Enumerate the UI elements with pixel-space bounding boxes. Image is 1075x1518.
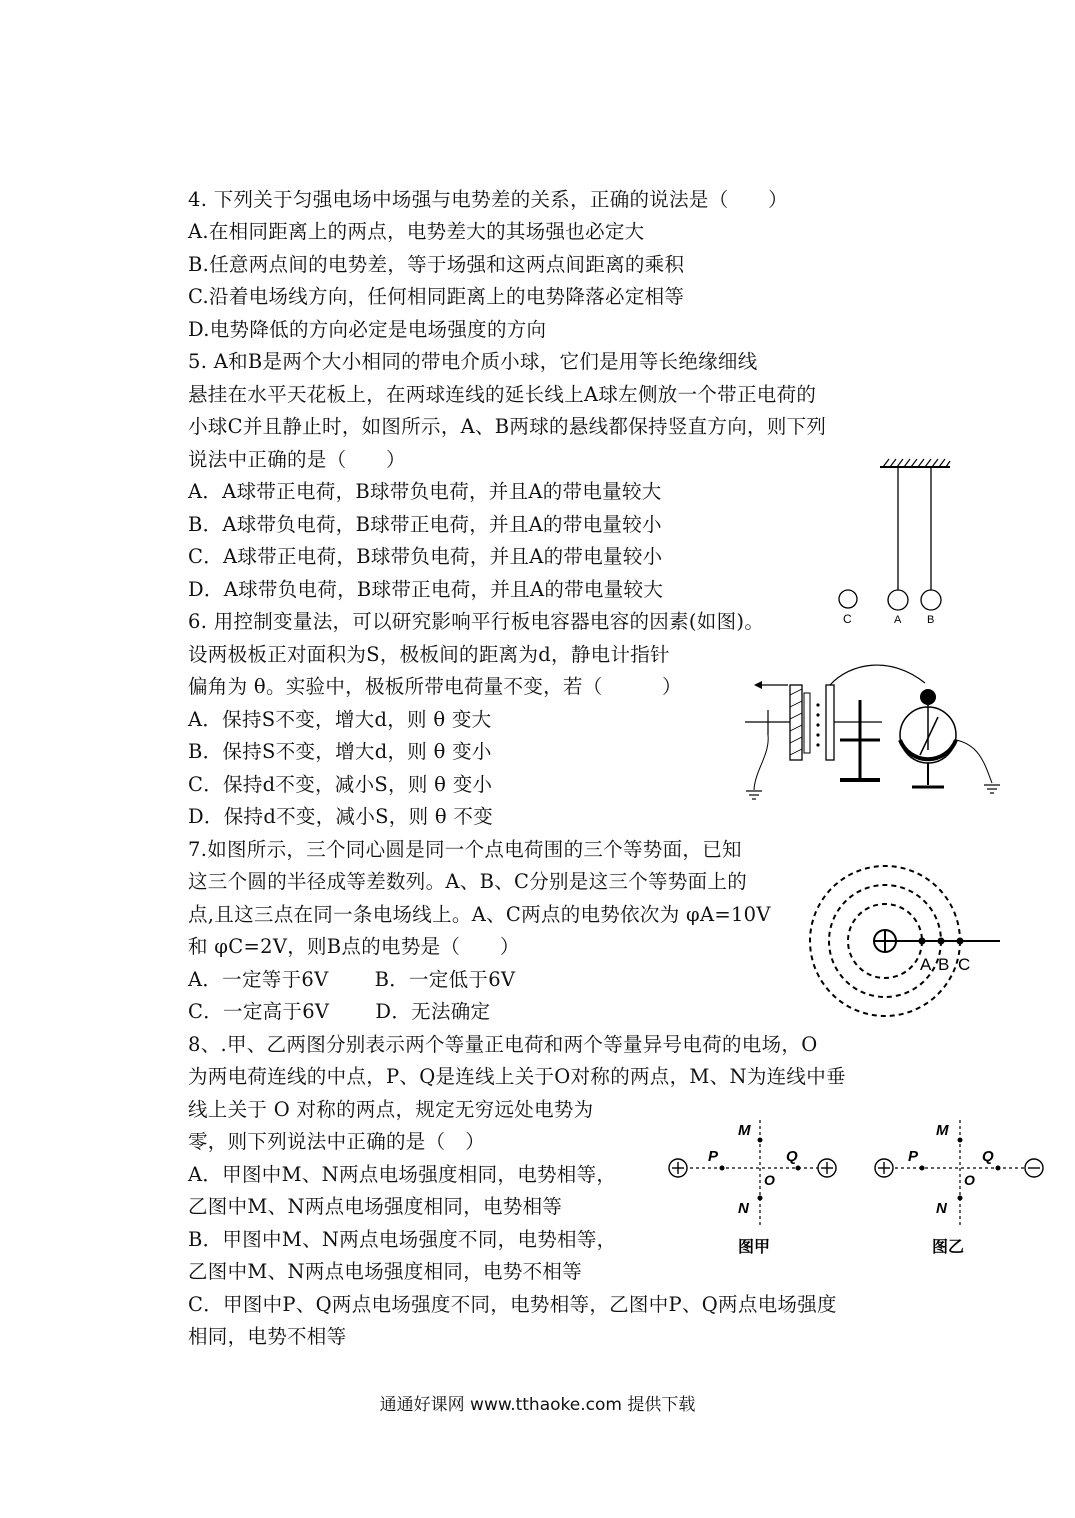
q8-option-c-line1: C．甲图中P、Q两点电场强度不同，电势相等，乙图中P、Q两点电场强度 — [188, 1293, 837, 1316]
svg-text:B: B — [938, 955, 950, 974]
ball-a — [888, 590, 908, 610]
q5-stem-line2: 悬挂在水平天花板上，在两球连线的延长线上A球左侧放一个带正电荷的 — [188, 383, 817, 406]
q5-option-c: C．A球带正电荷，B球带负电荷，并且A的带电量较小 — [188, 545, 663, 568]
svg-text:Q: Q — [982, 1148, 994, 1165]
svg-text:M: M — [936, 1122, 949, 1139]
svg-text:O: O — [764, 1172, 775, 1188]
q5-stem-line1: 5. A和B是两个大小相同的带电介质小球，它们是用等长绝缘细线 — [188, 350, 758, 373]
q6-option-c: C．保持d不变，减小S，则 θ 变小 — [188, 773, 493, 796]
q6-stem-line2: 设两极板正对面积为S，极板间的距离为d，静电计指针 — [188, 643, 670, 666]
svg-text:P: P — [908, 1148, 919, 1165]
svg-text:P: P — [708, 1148, 719, 1165]
svg-text:B: B — [927, 614, 935, 626]
q8-option-b-line2: 乙图中M、N两点电场强度相同，电势不相等 — [188, 1260, 583, 1283]
ball-c — [839, 590, 857, 608]
svg-text:N: N — [936, 1200, 947, 1217]
q7-stem-line4: 和 φC=2V，则B点的电势是（ ） — [188, 935, 520, 958]
q8-charge-pairs-figure — [660, 1110, 1060, 1260]
q6-stem-line1: 6. 用控制变量法，可以研究影响平行板电容器电容的因素(如图)。 — [188, 610, 765, 633]
q8-stem-line2: 为两电荷连线的中点，P、Q是连线上关于O对称的两点，M、N为连线中垂 — [188, 1065, 846, 1088]
svg-text:A: A — [894, 614, 902, 626]
q5-stem-line3: 小球C并且静止时，如图所示，A、B两球的悬线都保持竖直方向，则下列 — [188, 415, 827, 438]
ball-b — [921, 590, 941, 610]
q8-stem-line1: 8、.甲、乙两图分别表示两个等量正电荷和两个等量异号电荷的电场，O — [188, 1033, 818, 1056]
q4-option-c: C.沿着电场线方向，任何相同距离上的电势降落必定相等 — [188, 285, 685, 308]
q7-options-ab: A．一定等于6V B．一定低于6V — [188, 968, 516, 991]
q5-option-d: D．A球带负电荷，B球带正电荷，并且A的带电量较大 — [188, 578, 664, 601]
q6-capacitor-electrometer-figure — [740, 655, 1010, 810]
q7-stem-line1: 7.如图所示，三个同心圆是同一个点电荷围的三个等势面，已知 — [188, 838, 742, 861]
q8-option-c-line2: 相同，电势不相等 — [188, 1325, 347, 1348]
svg-text:O: O — [964, 1172, 975, 1188]
q6-option-a: A．保持S不变，增大d，则 θ 变大 — [188, 708, 492, 731]
svg-text:C: C — [843, 612, 852, 626]
q8-option-a-line1: A．甲图中M、N两点电场强度相同，电势相等， — [188, 1163, 617, 1186]
svg-text:Q: Q — [786, 1148, 798, 1165]
q4-option-a: A.在相同距离上的两点，电势差大的其场强也必定大 — [188, 220, 645, 243]
q6-stem-line3: 偏角为 θ。实验中，极板所带电荷量不变，若（ ） — [188, 675, 682, 698]
q8-option-a-line2: 乙图中M、N两点电场强度相同，电势相等 — [188, 1195, 563, 1218]
q5-stem-line4: 说法中正确的是（ ） — [188, 448, 406, 471]
q4-option-d: D.电势降低的方向必定是电场强度的方向 — [188, 318, 547, 341]
svg-text:A: A — [920, 955, 932, 974]
svg-text:C: C — [958, 955, 971, 974]
q6-option-d: D．保持d不变，减小S，则 θ 不变 — [188, 805, 494, 828]
q7-options-cd: C．一定高于6V D．无法确定 — [188, 1000, 491, 1023]
q8-stem-line4: 零，则下列说法中正确的是（ ） — [188, 1130, 486, 1153]
svg-text:图甲: 图甲 — [738, 1239, 771, 1256]
q7-stem-line3: 点,且这三点在同一条电场线上。A、C两点的电势依次为 φA=10V — [188, 903, 771, 926]
q5-hanging-balls-figure — [825, 455, 955, 635]
q4-stem: 4. 下列关于匀强电场中场强与电势差的关系，正确的说法是（ ） — [188, 188, 788, 211]
svg-text:M: M — [738, 1122, 751, 1139]
q7-equipotential-figure — [805, 855, 1005, 1035]
q5-option-a: A．A球带正电荷，B球带负电荷，并且A的带电量较大 — [188, 480, 662, 503]
svg-text:图乙: 图乙 — [932, 1239, 965, 1256]
q8-stem-line3: 线上关于 O 对称的两点，规定无穷远处电势为 — [188, 1098, 594, 1121]
page-footer: 通通好课网 www.tthaoke.com 提供下载 — [379, 1395, 696, 1415]
q8-option-b-line1: B．甲图中M、N两点电场强度不同，电势相等， — [188, 1228, 617, 1251]
svg-text:N: N — [738, 1200, 749, 1217]
q7-stem-line2: 这三个圆的半径成等差数列。A、B、C分别是这三个等势面上的 — [188, 870, 748, 893]
q5-option-b: B．A球带负电荷，B球带正电荷，并且A的带电量较小 — [188, 513, 662, 536]
q4-option-b: B.任意两点间的电势差，等于场强和这两点间距离的乘积 — [188, 253, 685, 276]
q6-option-b: B．保持S不变，增大d，则 θ 变小 — [188, 740, 492, 763]
